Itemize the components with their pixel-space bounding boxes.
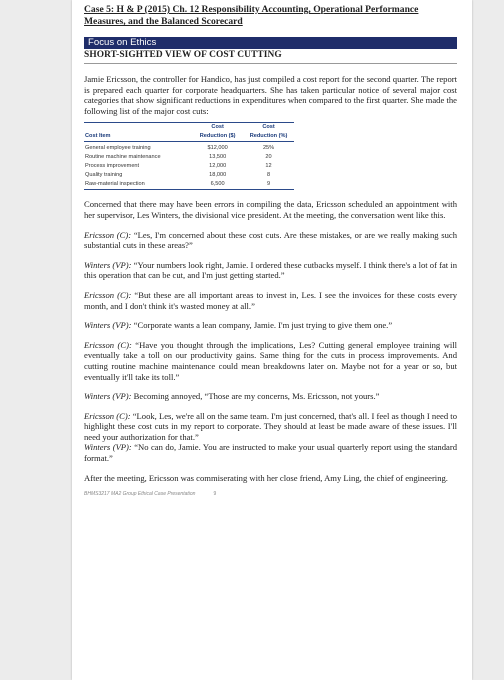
table-row bbox=[84, 162, 294, 171]
dialogue-text: “Corporate wants a lean company, Jamie. I'm just trying to give them one.” bbox=[131, 320, 393, 331]
document-page bbox=[72, 0, 472, 680]
cell-dollars: 12,000 bbox=[209, 163, 227, 170]
dialogue-paragraph bbox=[84, 391, 457, 402]
page-number: 9 bbox=[213, 491, 217, 498]
cell-percent: 9 bbox=[243, 180, 294, 190]
header-cost-top-percent: Cost bbox=[243, 123, 294, 133]
paragraph-text: After the meeting, Ericsson was commiserating with her close friend, Amy Ling, the chief of engineering. bbox=[84, 472, 448, 483]
case-title-line-2: Measures, and the Balanced Scorecard bbox=[84, 16, 243, 27]
focus-on-ethics-banner: Focus on Ethics bbox=[84, 37, 457, 49]
dialogue-paragraph bbox=[84, 230, 457, 251]
footer-label: BHMS3217 MA2 Group Ethical Case Presentation bbox=[84, 491, 196, 498]
narrative-paragraph bbox=[84, 199, 457, 220]
cell-item: Raw-material inspection bbox=[84, 180, 192, 190]
narrative-paragraph bbox=[84, 473, 457, 484]
header-reduction-dollars: Reduction ($) bbox=[192, 132, 243, 142]
header-cost-item: Cost Item bbox=[84, 132, 192, 142]
dialogue-paragraph bbox=[84, 320, 457, 331]
speaker-label: Winters (VP): bbox=[84, 442, 132, 453]
dialogue-text: “No can do, Jamie. You are instructed to make your usual quarterly report using the standard format.” bbox=[84, 442, 457, 464]
cell-item: General employee training bbox=[85, 145, 151, 152]
dialogue-text: “Have you thought through the implications, Les? Cutting general employee training will eventually take a toll on our productivity gains. Same thing for the cuts in process improvements. And cutting routine machine maintenance could mean breakdowns later on. Maybe not for a year or so, but eventually it'll take its toll.” bbox=[84, 339, 458, 382]
cost-cuts-table bbox=[84, 122, 294, 190]
page-content bbox=[84, 4, 457, 497]
section-title: SHORT-SIGHTED VIEW OF COST CUTTING bbox=[84, 50, 457, 64]
speaker-label: Ericsson (C): bbox=[84, 339, 132, 350]
dialogue-text: Becoming annoyed, “Those are my concerns, Ms. Ericsson, not yours.” bbox=[131, 391, 380, 402]
header-cost-top-dollars: Cost bbox=[192, 123, 243, 133]
speaker-label: Winters (VP): bbox=[84, 320, 132, 331]
dialogue-text: “Your numbers look right, Jamie. I ordered these cutbacks myself. I think there's a lot of fat in this operation that can be cut, and I'm just getting started.” bbox=[84, 259, 457, 281]
cell-dollars: 13,500 bbox=[209, 154, 227, 161]
cell-dollars: 6,500 bbox=[192, 180, 243, 190]
cell-percent: 8 bbox=[266, 172, 271, 179]
speaker-label: Winters (VP): bbox=[84, 391, 132, 402]
dialogue-text: “Les, I'm concerned about these cost cuts. Are these mistakes, or are we really making such substantial cuts in these areas?” bbox=[84, 229, 458, 251]
cell-item: Quality training bbox=[85, 172, 123, 179]
dialogue-paragraph bbox=[84, 442, 457, 463]
dialogue-paragraph bbox=[84, 260, 457, 281]
dialogue-paragraph bbox=[84, 340, 457, 382]
case-title bbox=[84, 4, 457, 28]
dialogue-paragraph bbox=[84, 411, 457, 443]
table-row bbox=[84, 180, 294, 190]
dialogue-text: “Look, Les, we're all on the same team. I'm just concerned, that's all. I feel as though I need to highlight these cost cuts in my report to corporate. They should at least be made aware of these issues. I'll need your authorization for that.” bbox=[84, 410, 457, 442]
page-footer bbox=[84, 491, 457, 497]
cell-dollars: 18,000 bbox=[209, 172, 227, 179]
header-reduction-percent: Reduction (%) bbox=[243, 132, 294, 142]
cell-dollars: $12,000 bbox=[207, 145, 228, 152]
speaker-label: Ericsson (C): bbox=[84, 410, 131, 421]
cell-item: Process improvement bbox=[85, 163, 140, 170]
table-row bbox=[84, 153, 294, 162]
dialogue-text: “But these are all important areas to invest in, Les. I see the invoices for these costs every month, and I don't think it's wasted money at all.” bbox=[84, 289, 457, 311]
table-row bbox=[84, 171, 294, 180]
intro-paragraph: Jamie Ericsson, the controller for Handico, has just compiled a cost report for the second quarter. The report is prepared each quarter for corporate headquarters. She has taken particular notice of several major cost categories that show significant reductions in expenditures when compared to the first quarter. She made the following list of the major cost cuts: bbox=[84, 74, 457, 116]
dialogue-paragraph bbox=[84, 290, 457, 311]
cell-percent: 12 bbox=[265, 163, 272, 170]
cell-item: Routine machine maintenance bbox=[85, 154, 161, 161]
table-row bbox=[84, 142, 294, 154]
speaker-label: Ericsson (C): bbox=[84, 229, 132, 240]
cell-percent: 20 bbox=[265, 154, 272, 161]
cell-percent: 25% bbox=[262, 145, 275, 152]
paragraph-text: Concerned that there may have been errors in compiling the data, Ericsson scheduled an appointment with her supervisor, Les Winters, the divisional vice president. At the meeting, the conversation went like this. bbox=[84, 199, 457, 220]
case-title-line-1: Case 5: H & P (2015) Ch. 12 Responsibility Accounting, Operational Performance bbox=[84, 4, 419, 15]
speaker-label: Winters (VP): bbox=[84, 259, 132, 270]
speaker-label: Ericsson (C): bbox=[84, 289, 132, 300]
